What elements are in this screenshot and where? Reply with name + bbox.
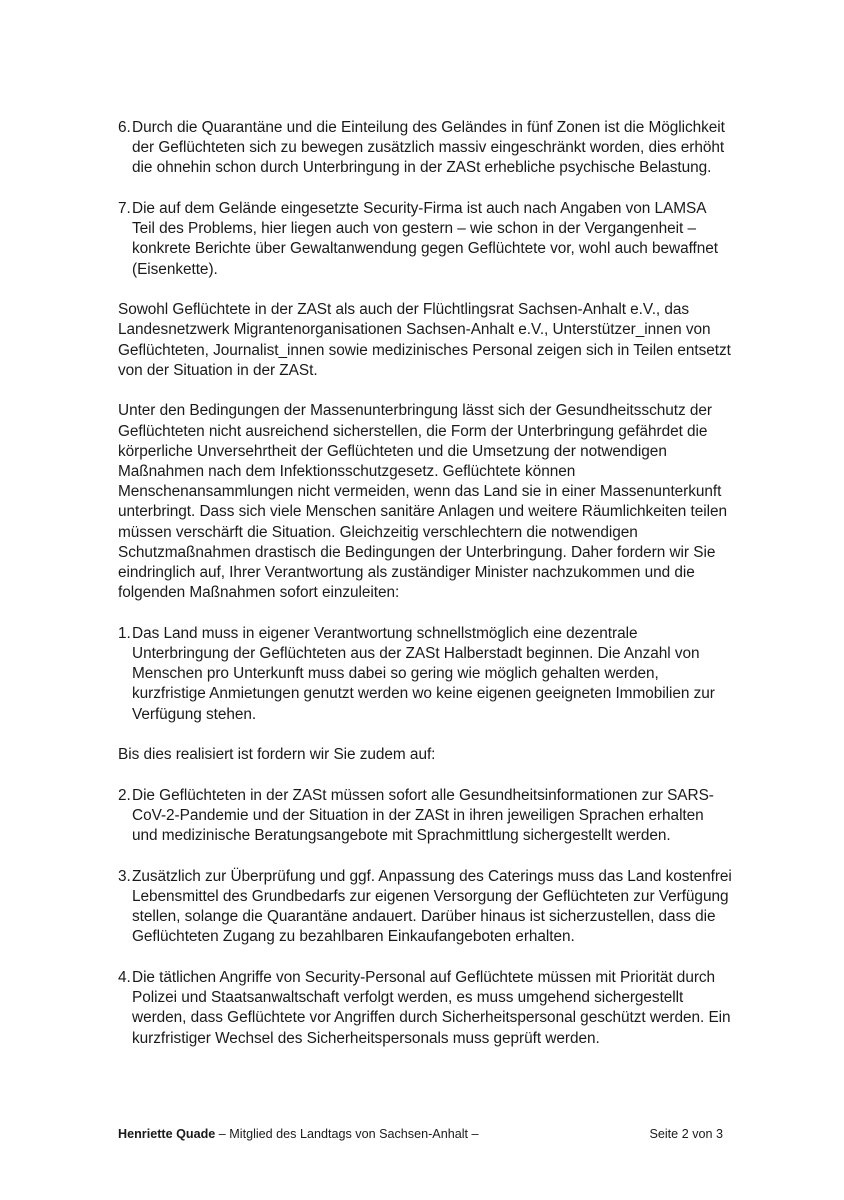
author-name: Henriette Quade	[118, 1127, 216, 1141]
list-text: Die tätlichen Angriffe von Security-Personal auf Geflüchtete müssen mit Priorität durch Polizei und Staatsanwaltschaft verfolgt werden, es muss umgehend sichergestellt werden, dass Geflüchtete vor Angriffen durch Sicherheitspersonal geschützt werden. Ein kurzfristiger Wechsel des Sicherheitspersonals muss geprüft werden.	[132, 969, 731, 1047]
page-number: Seite 2 von 3	[649, 1127, 723, 1141]
list-text: Die Geflüchteten in der ZASt müssen sofort alle Gesundheitsinformationen zur SARS-CoV-2-Pandemie und der Situation in der ZASt in ihren jeweiligen Sprachen erhalten und medizinische Beratungsangebote mit Sprachmittlung sichergestellt werden.	[132, 786, 714, 845]
list-item	[118, 968, 732, 1049]
list-text: Zusätzlich zur Überprüfung und ggf. Anpassung des Caterings muss das Land kostenfrei Lebensmittel des Grundbedarfs zur eigenen Versorgung der Geflüchteten zur Verfügung stellen, solange die Quarantäne andauert. Darüber hinaus ist sicherzustellen, dass die Geflüchteten Zugang zu bezahlbaren Einkaufangeboten erhalten.	[132, 867, 732, 946]
paragraph: Bis dies realisiert ist fordern wir Sie zudem auf:	[118, 746, 436, 764]
list-item	[118, 199, 732, 280]
list-item	[118, 118, 732, 179]
footer-author	[118, 1126, 479, 1142]
paragraph: Unter den Bedingungen der Massenunterbringung lässt sich der Gesundheitsschutz der Geflüchteten nicht ausreichend sicherstellen, die Form der Unterbringung gefährdet die körperliche Unversehrtheit der Geflüchteten und die Umsetzung der notwendigen Maßnahmen nach dem Infektionsschutzgesetz. Geflüchtete können Menschenansammlungen nicht vermeiden, wenn das Land sie in einer Massenunterkunft unterbringt. Dass sich viele Menschen sanitäre Anlagen und weitere Räumlichkeiten teilen müssen verschärft die Situation. Gleichzeitig verschlechtern die notwendigen Schutzmaßnahmen drastisch die Bedingungen der Unterbringung. Daher fordern wir Sie eindringlich auf, Ihrer Verantwortung als zuständiger Minister nachzukommen und die folgenden Maßnahmen sofort einzuleiten:	[118, 402, 728, 602]
list-number: 1.	[118, 624, 131, 642]
list-item	[118, 786, 732, 847]
document-body	[118, 118, 732, 1069]
list-text: Durch die Quarantäne und die Einteilung des Geländes in fünf Zonen ist die Möglichkeit der Geflüchteten sich zu bewegen zusätzlich massiv eingeschränkt worden, dies erhöht die ohnehin schon durch Unterbringung in der ZASt erhebliche psychische Belastung.	[132, 119, 725, 177]
page-footer	[118, 1126, 723, 1142]
list-item	[118, 867, 732, 948]
author-role: – Mitglied des Landtags von Sachsen-Anhalt –	[215, 1127, 479, 1141]
list-number: 7.	[118, 200, 131, 217]
list-text: Die auf dem Gelände eingesetzte Security-Firma ist auch nach Angaben von LAMSA Teil des Problems, hier liegen auch von gestern – wie schon in der Vergangenheit – konkrete Berichte über Gewaltanwendung gegen Geflüchtete vor, wohl auch bewaffnet (Eisenkette).	[132, 200, 719, 278]
paragraph: Sowohl Geflüchtete in der ZASt als auch der Flüchtlingsrat Sachsen-Anhalt e.V., das Landesnetzwerk Migrantenorganisationen Sachsen-Anhalt e.V., Unterstützer_innen von Geflüchteten, Journalist_innen sowie medizinisches Personal zeigen sich in Teilen entsetzt von der Situation in der ZASt.	[118, 301, 731, 379]
list-number: 3.	[118, 867, 131, 885]
list-number: 2.	[118, 786, 131, 804]
list-number: 4.	[118, 969, 131, 987]
list-number: 6.	[118, 119, 131, 136]
list-item	[118, 624, 732, 725]
list-text: Das Land muss in eigener Verantwortung schnellstmöglich eine dezentrale Unterbringung der Geflüchteten aus der ZASt Halberstadt beginnen. Die Anzahl von Menschen pro Unterkunft muss dabei so gering wie möglich gehalten werden, kurzfristige Anmietungen genutzt werden wo keine eigenen geeigneten Immobilien zur Verfügung stehen.	[132, 624, 715, 723]
